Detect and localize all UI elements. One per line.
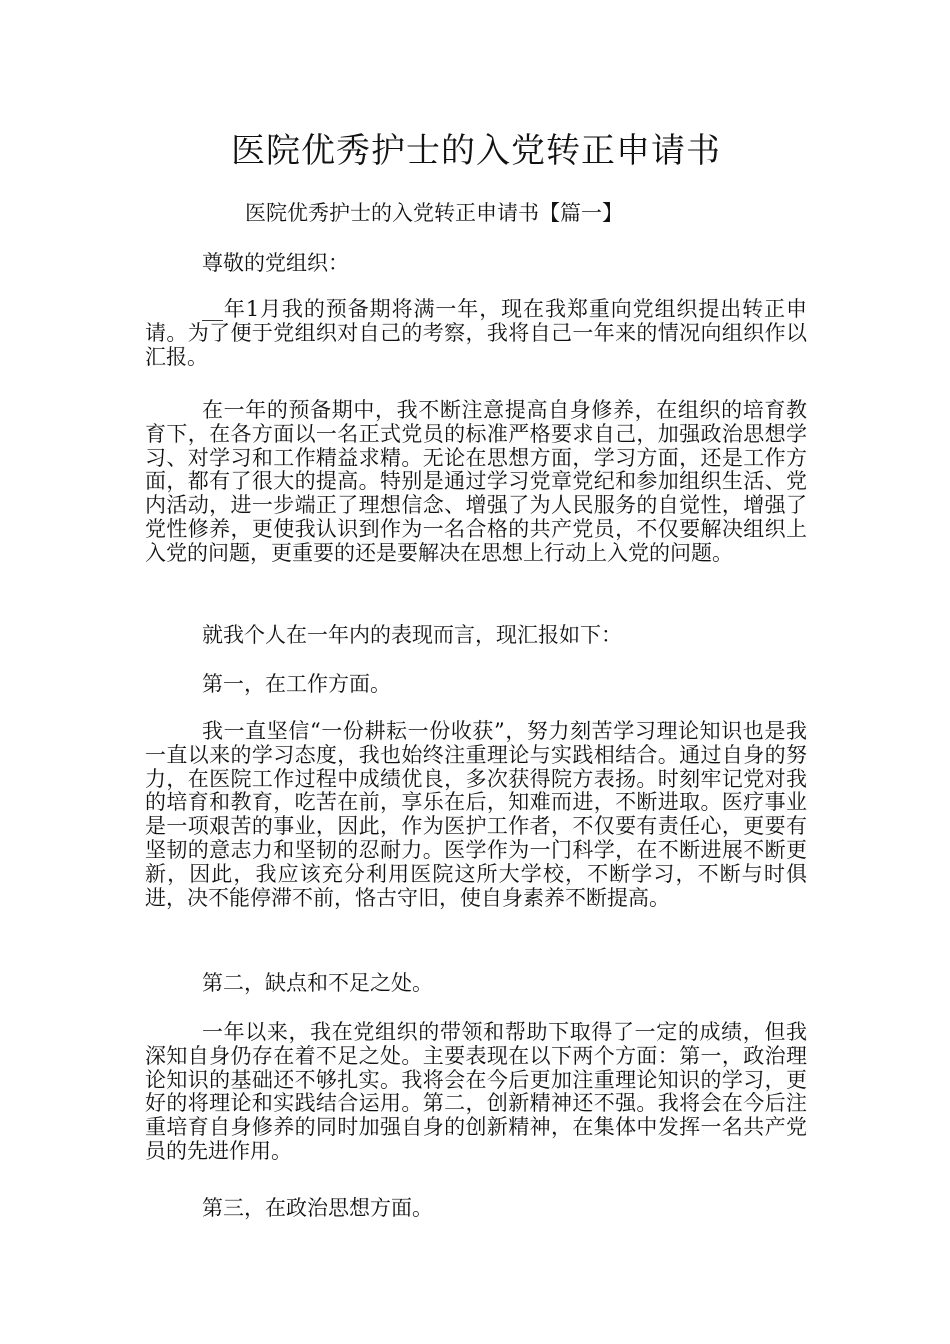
salutation: 尊敬的党组织： [202, 251, 349, 275]
paragraph-4: 我一直坚信“一份耕耘一份收获”，努力刻苦学习理论知识也是我一直以来的学习态度，我也始终注重理论与实践相结合。通过自身的努力，在医院工作过程中成绩优良，多次获得院方表扬。时刻牢记党对我的培育和教育，吃苦在前，享乐在后，知难而进，不断进取。医疗事业是一项艰苦的事业，因此，作为医护工作者，不仅要有责任心，更要有坚韧的意志力和坚韧的忍耐力。医学作为一门科学，在不断进展不断更新，因此，我应该充分利用医院这所大学校，不断学习，不断与时俱进，决不能停滞不前，恪古守旧，使自身素养不断提高。 [145, 719, 807, 910]
document-subtitle: 医院优秀护士的入党转正申请书【篇一】 [245, 201, 623, 225]
paragraph-3: 就我个人在一年内的表现而言，现汇报如下： [202, 623, 622, 647]
section-heading-3: 第三，在政治思想方面。 [202, 1196, 433, 1220]
section-heading-2: 第二，缺点和不足之处。 [202, 971, 433, 995]
section-heading-1: 第一，在工作方面。 [202, 672, 391, 696]
paragraph-2: 在一年的预备期中，我不断注意提高自身修养，在组织的培育教育下，在各方面以一名正式党员的标准严格要求自己，加强政治思想学习、对学习和工作精益求精。无论在思想方面，学习方面，还是工作方面，都有了很大的提高。特别是通过学习党章党纪和参加组织生活、党内活动，进一步端正了理想信念、增强了为人民服务的自觉性，增强了党性修养，更使我认识到作为一名合格的共产党员，不仅要解决组织上入党的问题，更重要的还是要解决在思想上行动上入党的问题。 [145, 398, 807, 565]
paragraph-5: 一年以来，我在党组织的带领和帮助下取得了一定的成绩，但我深知自身仍存在着不足之处。主要表现在以下两个方面：第一，政治理论知识的基础还不够扎实。我将会在今后更加注重理论知识的学习，更好的将理论和实践结合运用。第二，创新精神还不强。我将会在今后注重培育自身修养的同时加强自身的创新精神，在集体中发挥一名共产党员的先进作用。 [145, 1020, 807, 1163]
document-title: 医院优秀护士的入党转正申请书 [231, 131, 721, 171]
paragraph-1: __年1月我的预备期将满一年，现在我郑重向党组织提出转正申请。为了便于党组织对自己的考察，我将自己一年来的情况向组织作以汇报。 [145, 297, 807, 369]
